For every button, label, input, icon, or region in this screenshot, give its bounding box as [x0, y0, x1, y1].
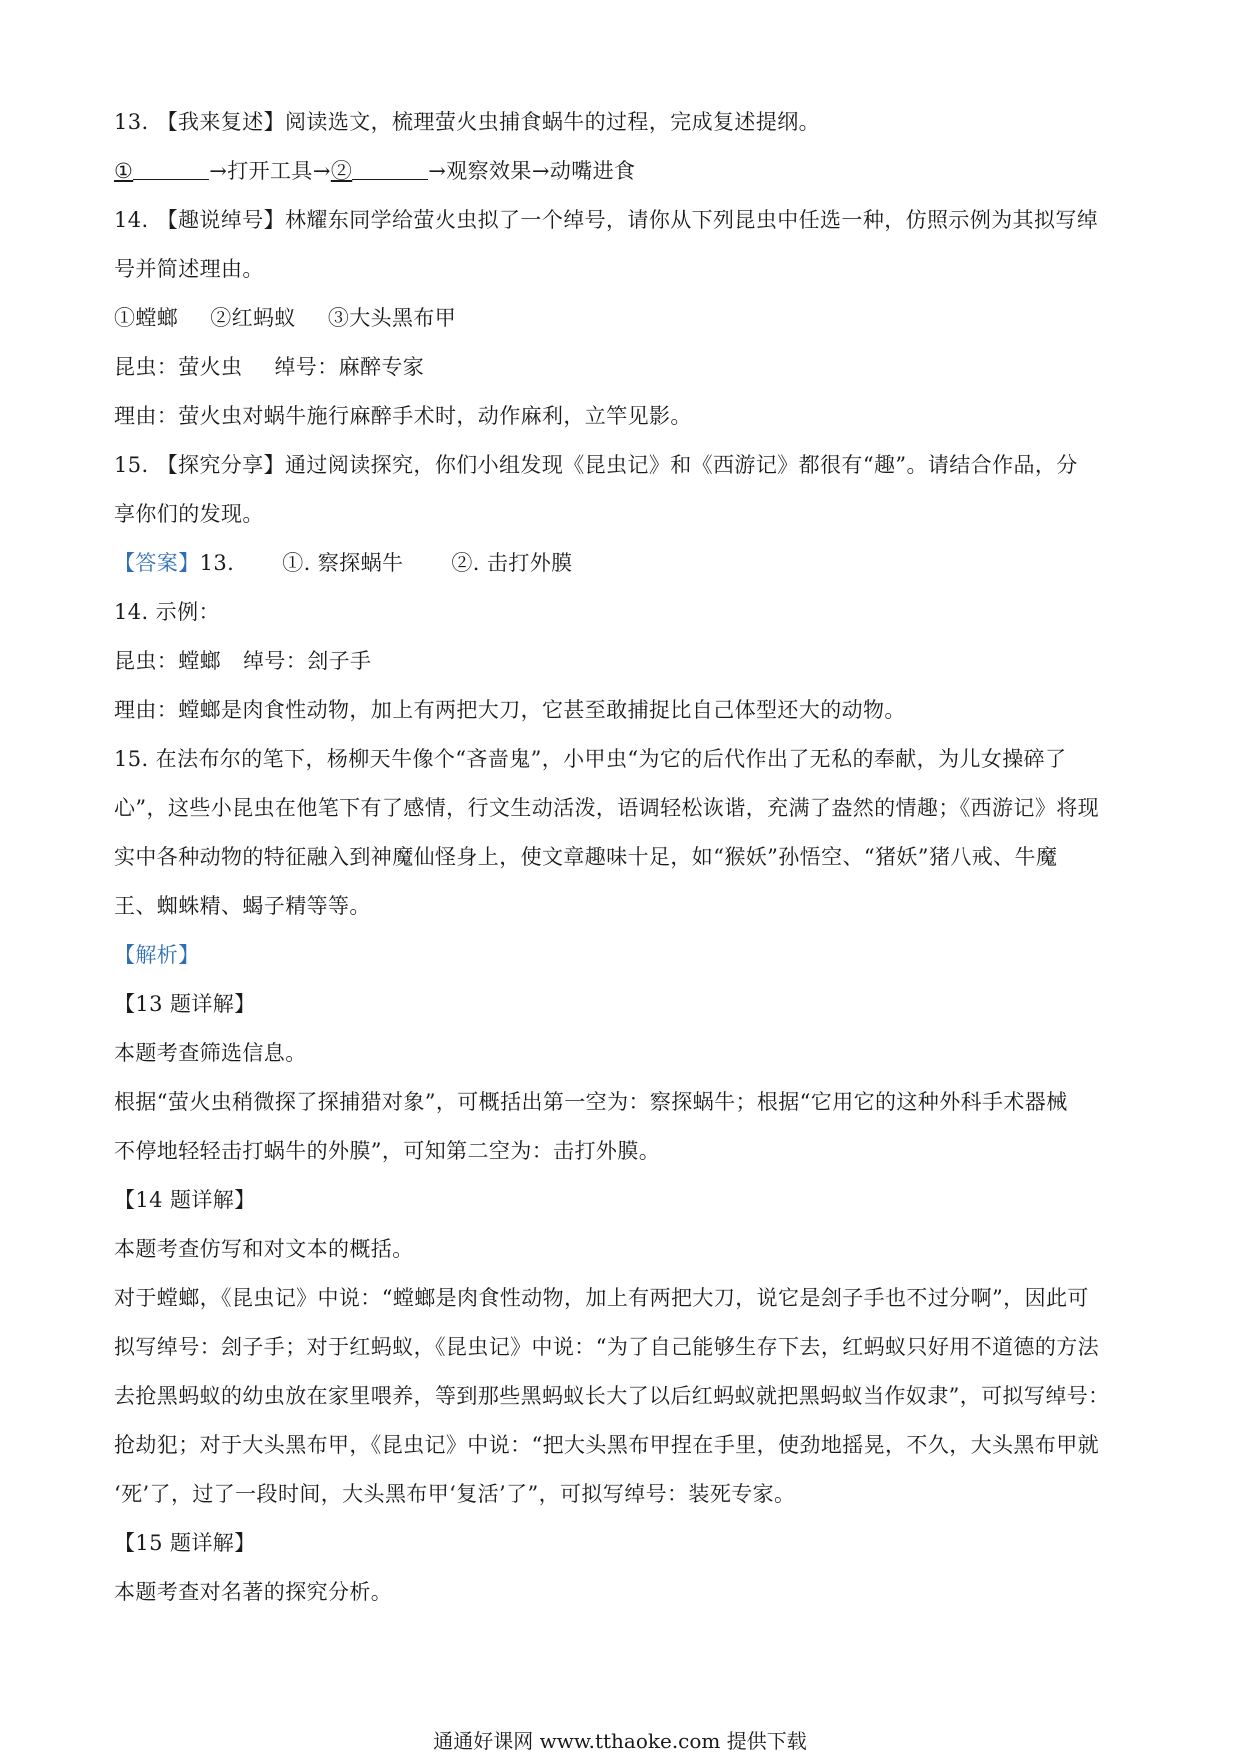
answer-15-text: 心”，这些小昆虫在他笔下有了感情，行文生动活泼，语调轻松诙谐，充满了盎然的情趣；《西游记》将现	[114, 796, 1100, 820]
answer-14-reason	[114, 686, 1134, 735]
detail-13-text: 根据“萤火虫稍微探了探捕猎对象”，可概括出第一空为：察探蜗牛；根据“它用它的这种外科手术器械	[114, 1090, 1068, 1114]
q14-example-nickname: 绰号：麻醉专家	[274, 355, 425, 379]
q15-line2	[114, 490, 1134, 539]
answer-14-reason-text: 理由：螳螂是肉食性动物，加上有两把大刀，它甚至敢捕捉比自己体型还大的动物。	[114, 698, 906, 722]
detail-14-text: ‘死’了，过了一段时间，大头黑布甲‘复活’了”，可拟写绰号：装死专家。	[114, 1482, 796, 1506]
answer-15-line	[114, 784, 1134, 833]
footer-watermark	[0, 1725, 1240, 1754]
detail-14-line	[114, 1372, 1134, 1421]
answer-15-line	[114, 833, 1134, 882]
q14-tag: 【趣说绰号】	[156, 208, 286, 232]
q15-text-line2: 享你们的发现。	[114, 502, 264, 526]
footer-text: 通通好课网 www.tthaoke.com 提供下载	[433, 1729, 807, 1753]
answer-15-text: 实中各种动物的特征融入到神魔仙怪身上，使文章趣味十足，如“猴妖”孙悟空、“猪妖”猪八戒、牛魔	[114, 845, 1058, 869]
analysis-label: 【解析】	[114, 943, 200, 967]
detail-15-text: 本题考查对名著的探究分析。	[114, 1580, 393, 1604]
q13-outline	[114, 147, 1134, 196]
answer-13-part2: ②. 击打外膜	[451, 551, 573, 575]
q14-line1	[114, 196, 1134, 245]
answer-14-head	[114, 588, 1134, 637]
answer-14-row	[114, 637, 1134, 686]
detail-13-heading: 【13 题详解】	[114, 992, 256, 1016]
q13-blank2-marker: ②	[330, 159, 353, 183]
detail-15-heading: 【15 题详解】	[114, 1531, 256, 1555]
detail-14-line	[114, 1323, 1134, 1372]
detail-15-head	[114, 1519, 1134, 1568]
detail-14-line	[114, 1470, 1134, 1519]
q13-line	[114, 98, 1134, 147]
detail-13-line	[114, 1127, 1134, 1176]
q13-number: 13.	[114, 110, 149, 134]
q13-blank1-marker: ①	[114, 159, 134, 183]
detail-14-text: 去抢黑蚂蚁的幼虫放在家里喂养，等到那些黑蚂蚁长大了以后红蚂蚁就把黑蚂蚁当作奴隶”，可拟写绰号：	[114, 1384, 1110, 1408]
q13-blank1	[133, 159, 209, 180]
q14-example-insect: 昆虫：萤火虫	[114, 355, 243, 379]
answer-14-head-text: 14. 示例：	[114, 600, 220, 624]
detail-14-line	[114, 1225, 1134, 1274]
detail-13-text: 不停地轻轻击打蜗牛的外膜”，可知第二空为：击打外膜。	[114, 1139, 661, 1163]
detail-14-text: 抢劫犯；对于大头黑布甲，《昆虫记》中说：“把大头黑布甲捏在手里，使劲地摇晃，不久，大头黑布甲就	[114, 1433, 1100, 1457]
q15-tag: 【探究分享】	[156, 453, 286, 477]
answer-label: 【答案】	[114, 551, 200, 575]
answer-row-13	[114, 539, 1134, 588]
detail-15-line	[114, 1568, 1134, 1617]
q14-option: ②红蚂蚁	[210, 306, 296, 330]
detail-13-head	[114, 980, 1134, 1029]
answer-14-insect: 昆虫：螳螂	[114, 649, 221, 673]
detail-14-text: 对于螳螂，《昆虫记》中说：“螳螂是肉食性动物，加上有两把大刀，说它是刽子手也不过分啊”，因此可	[114, 1286, 1089, 1310]
q14-option: ③大头黑布甲	[327, 306, 457, 330]
q15-number: 15.	[114, 453, 149, 477]
q13-blank2	[352, 159, 428, 180]
detail-14-text: 本题考查仿写和对文本的概括。	[114, 1237, 414, 1261]
q15-text-line1: 通过阅读探究，你们小组发现《昆虫记》和《西游记》都很有“趣”。请结合作品，分	[285, 453, 1078, 477]
detail-13-line	[114, 1078, 1134, 1127]
detail-14-line	[114, 1421, 1134, 1470]
answer-13-part1: ①. 察探蜗牛	[282, 551, 404, 575]
q14-example-reason	[114, 392, 1134, 441]
detail-14-text: 拟写绰号：刽子手；对于红蚂蚁，《昆虫记》中说：“为了自己能够生存下去，红蚂蚁只好用不道德的方法	[114, 1335, 1100, 1359]
q15-line1	[114, 441, 1134, 490]
detail-14-heading: 【14 题详解】	[114, 1188, 256, 1212]
q14-text-line1: 林耀东同学给萤火虫拟了一个绰号，请你从下列昆虫中任选一种，仿照示例为其拟写绰	[285, 208, 1099, 232]
q14-example-reason-text: 理由：萤火虫对蜗牛施行麻醉手术时，动作麻利，立竿见影。	[114, 404, 692, 428]
q13-text: 阅读选文，梳理萤火虫捕食蜗牛的过程，完成复述提纲。	[285, 110, 821, 134]
q14-example-row	[114, 343, 1134, 392]
answer-15-text: 15. 在法布尔的笔下，杨柳天牛像个“吝啬鬼”，小甲虫“为它的后代作出了无私的奉献，为儿女操碎了	[114, 747, 1067, 771]
detail-13-line	[114, 1029, 1134, 1078]
q14-options	[114, 294, 1134, 343]
q14-number: 14.	[114, 208, 149, 232]
q14-option: ①螳螂	[114, 306, 179, 330]
detail-13-text: 本题考查筛选信息。	[114, 1041, 307, 1065]
answer-15-text: 王、蜘蛛精、蝎子精等等。	[114, 894, 371, 918]
q13-outline-arrow1: →打开工具→	[209, 159, 331, 183]
analysis-label-row	[114, 931, 1134, 980]
answer-14-nickname: 绰号：刽子手	[243, 649, 372, 673]
answer-15-line	[114, 882, 1134, 931]
detail-14-head	[114, 1176, 1134, 1225]
answer-15-line	[114, 735, 1134, 784]
q14-line2	[114, 245, 1134, 294]
answer-13-number: 13.	[199, 551, 235, 575]
q13-outline-arrow2: →观察效果→动嘴进食	[428, 159, 636, 183]
detail-14-line	[114, 1274, 1134, 1323]
q14-text-line2: 号并简述理由。	[114, 257, 264, 281]
document-page	[114, 98, 1134, 1617]
q13-tag: 【我来复述】	[156, 110, 286, 134]
